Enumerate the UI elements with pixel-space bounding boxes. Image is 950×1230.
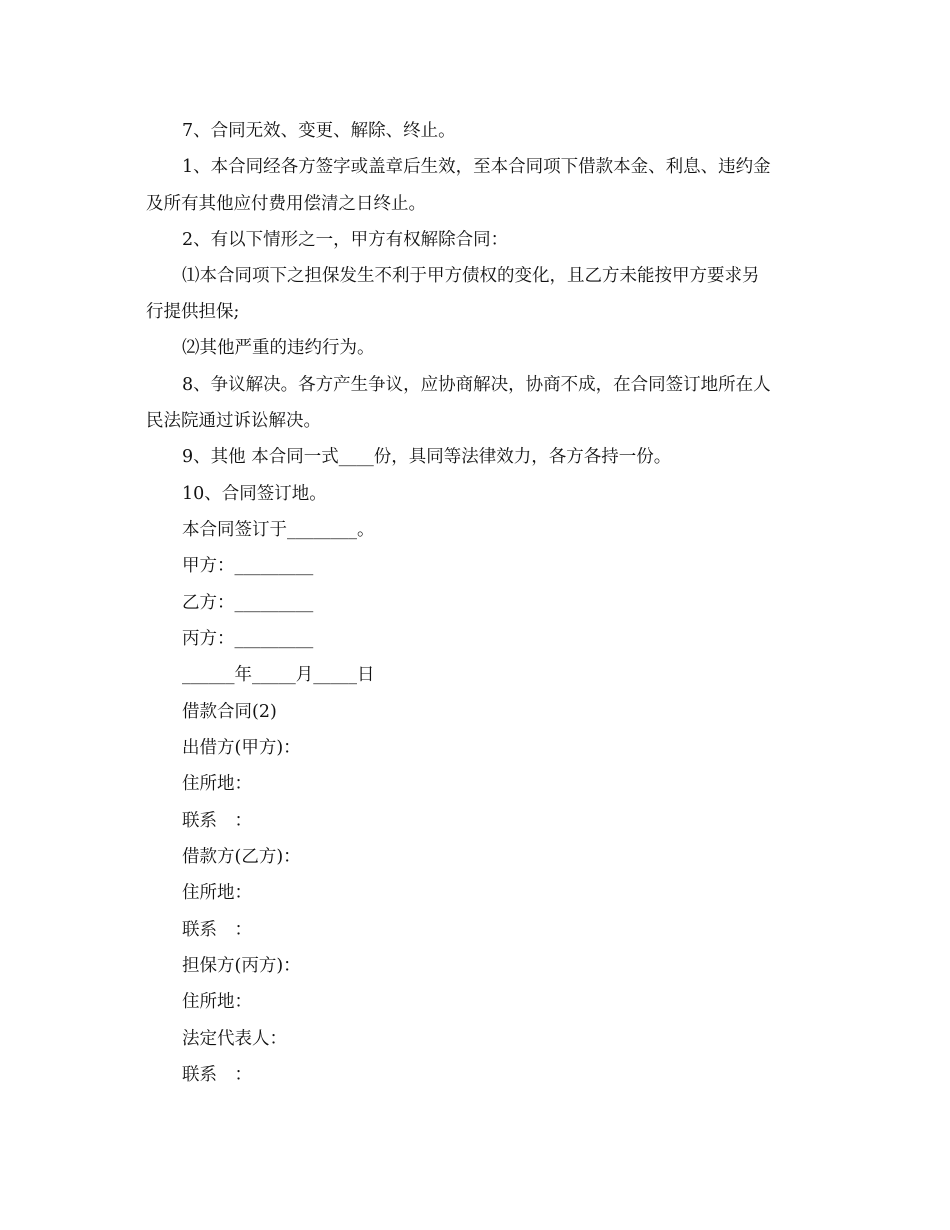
lender-label: 出借方(甲方)： bbox=[182, 738, 301, 758]
contract-2-title: 借款合同(2) bbox=[182, 702, 277, 722]
borrower-label: 借款方(乙方)： bbox=[182, 847, 301, 867]
section-8-line2: 民法院通过诉讼解决。 bbox=[146, 411, 321, 431]
guarantor-address: 住所地： bbox=[182, 992, 252, 1012]
signing-place: 本合同签订于________。 bbox=[182, 520, 375, 540]
party-c-signature: 丙方：_________ bbox=[182, 629, 314, 649]
guarantor-label: 担保方(丙方)： bbox=[182, 956, 301, 976]
guarantor-contact: 联系 ： bbox=[182, 1065, 252, 1085]
party-b-signature: 乙方：_________ bbox=[182, 593, 314, 613]
section-7-heading: 7、合同无效、变更、解除、终止。 bbox=[182, 121, 456, 141]
clause-7-2-1-line1: ⑴本合同项下之担保发生不利于甲方债权的变化，且乙方未能按甲方要求另 bbox=[182, 266, 760, 286]
lender-address: 住所地： bbox=[182, 774, 252, 794]
clause-7-1-line2: 及所有其他应付费用偿清之日终止。 bbox=[146, 194, 426, 214]
clause-7-2: 2、有以下情形之一，甲方有权解除合同： bbox=[182, 230, 509, 250]
lender-contact: 联系 ： bbox=[182, 811, 252, 831]
borrower-address: 住所地： bbox=[182, 883, 252, 903]
clause-7-2-2: ⑵其他严重的违约行为。 bbox=[182, 338, 375, 358]
section-8-line1: 8、争议解决。各方产生争议，应协商解决，协商不成，在合同签订地所在人 bbox=[182, 375, 771, 395]
guarantor-representative: 法定代表人： bbox=[182, 1029, 287, 1049]
party-a-signature: 甲方：_________ bbox=[182, 556, 314, 576]
section-10: 10、合同签订地。 bbox=[182, 484, 327, 504]
clause-7-1-line1: 1、本合同经各方签字或盖章后生效，至本合同项下借款本金、利息、违约金 bbox=[182, 157, 771, 177]
clause-7-2-1-line2: 行提供担保; bbox=[146, 302, 240, 322]
borrower-contact: 联系 ： bbox=[182, 920, 252, 940]
section-9: 9、其他 本合同一式____份，具同等法律效力，各方各持一份。 bbox=[182, 447, 672, 467]
date-line: ______年_____月_____日 bbox=[182, 665, 375, 685]
